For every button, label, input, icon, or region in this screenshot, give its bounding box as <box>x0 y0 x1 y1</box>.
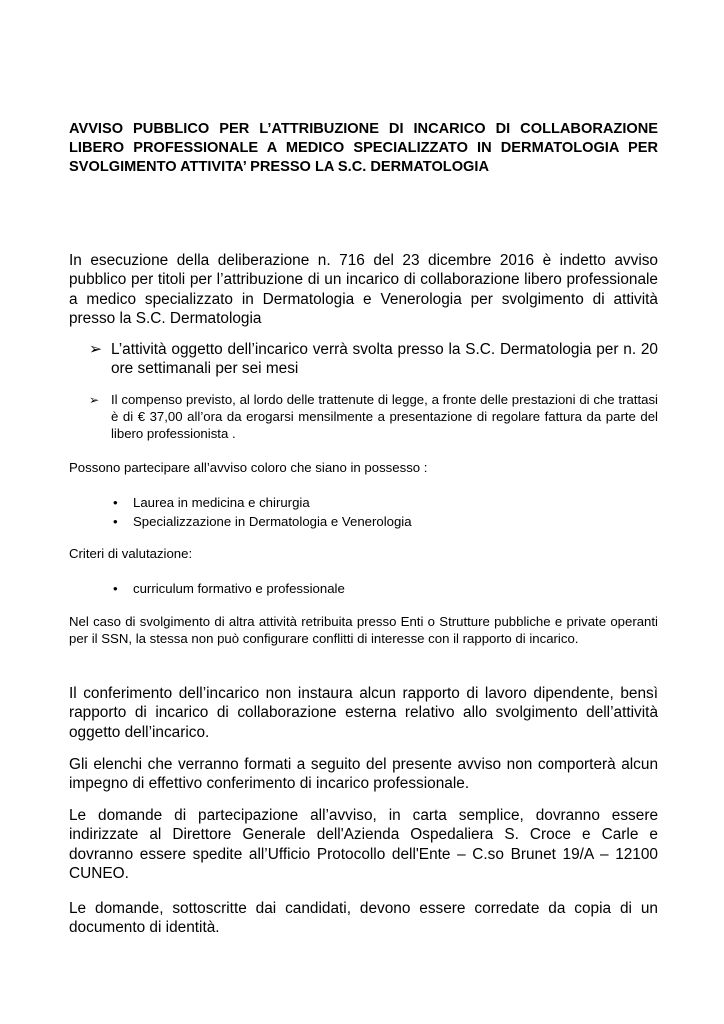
arrow-list-item <box>89 392 658 442</box>
bullet-icon: • <box>113 514 118 529</box>
elenchi-paragraph: Gli elenchi che verranno formati a seguito del presente avviso non comporterà alcun impegno di effettivo conferimento di incarico professionale. <box>69 756 658 793</box>
requirement-text: Laurea in medicina e chirurgia <box>133 495 310 510</box>
arrow-bullet-icon: ➢ <box>89 341 102 358</box>
domande-paragraph: Le domande di partecipazione all’avviso, in carta semplice, dovranno essere indirizzate al Direttore Generale dell'Azienda Ospedaliera S. Croce e Carle e dovranno essere spedite all’Ufficio Protocollo dell'Ente – C.so Brunet 19/A – 12100 CUNEO. <box>69 807 658 882</box>
arrow-list-item <box>89 340 658 379</box>
criteria-item <box>113 580 345 597</box>
criteria-text: curriculum formativo e professionale <box>133 581 345 596</box>
bullet-icon: • <box>113 495 118 510</box>
requirement-item <box>113 513 412 530</box>
intro-paragraph: In esecuzione della deliberazione n. 716 del 23 dicembre 2016 è indetto avviso pubblico per titoli per l’attribuzione di un incarico di collaborazione libero professionale a medico specializzato in Dermatologia e Venerologia per svolgimento di attività presso la S.C. Dermatologia <box>69 252 658 327</box>
document-title: AVVISO PUBBLICO PER L’ATTRIBUZIONE DI INCARICO DI COLLABORAZIONE LIBERO PROFESSIONALE A MEDICO SPECIALIZZATO IN DERMATOLOGIA PER SVOLGIMENTO ATTIVITA’ PRESSO LA S.C. DERMATOLOGIA <box>69 121 658 175</box>
conferimento-paragraph: Il conferimento dell’incarico non instaura alcun rapporto di lavoro dipendente, bensì rapporto di incarico di collaborazione esterna relativo allo svolgimento dell’attività oggetto dell’incarico. <box>69 685 658 741</box>
bullet-icon: • <box>113 581 118 596</box>
arrow-bullet-icon: ➢ <box>89 393 100 407</box>
requirement-text: Specializzazione in Dermatologia e Venerologia <box>133 514 412 529</box>
criteria-intro: Criteri di valutazione: <box>69 546 193 561</box>
documento-paragraph: Le domande, sottoscritte dai candidati, devono essere corredate da copia di un documento di identità. <box>69 900 658 937</box>
requirement-item <box>113 494 310 511</box>
requirements-intro: Possono partecipare all’avviso coloro che siano in possesso : <box>69 460 428 475</box>
conflict-paragraph: Nel caso di svolgimento di altra attività retribuita presso Enti o Strutture pubbliche e private operanti per il SSN, la stessa non può configurare conflitti di interesse con il rapporto di incarico. <box>69 614 658 646</box>
arrow-item-text: L’attività oggetto dell’incarico verrà svolta presso la S.C. Dermatologia per n. 20 ore settimanali per sei mesi <box>111 341 658 378</box>
arrow-item-text: Il compenso previsto, al lordo delle trattenute di legge, a fronte delle prestazioni di che trattasi è di € 37,00 all’ora da erogarsi mensilmente a presentazione di regolare fattura da parte del libero professionista . <box>111 392 658 441</box>
